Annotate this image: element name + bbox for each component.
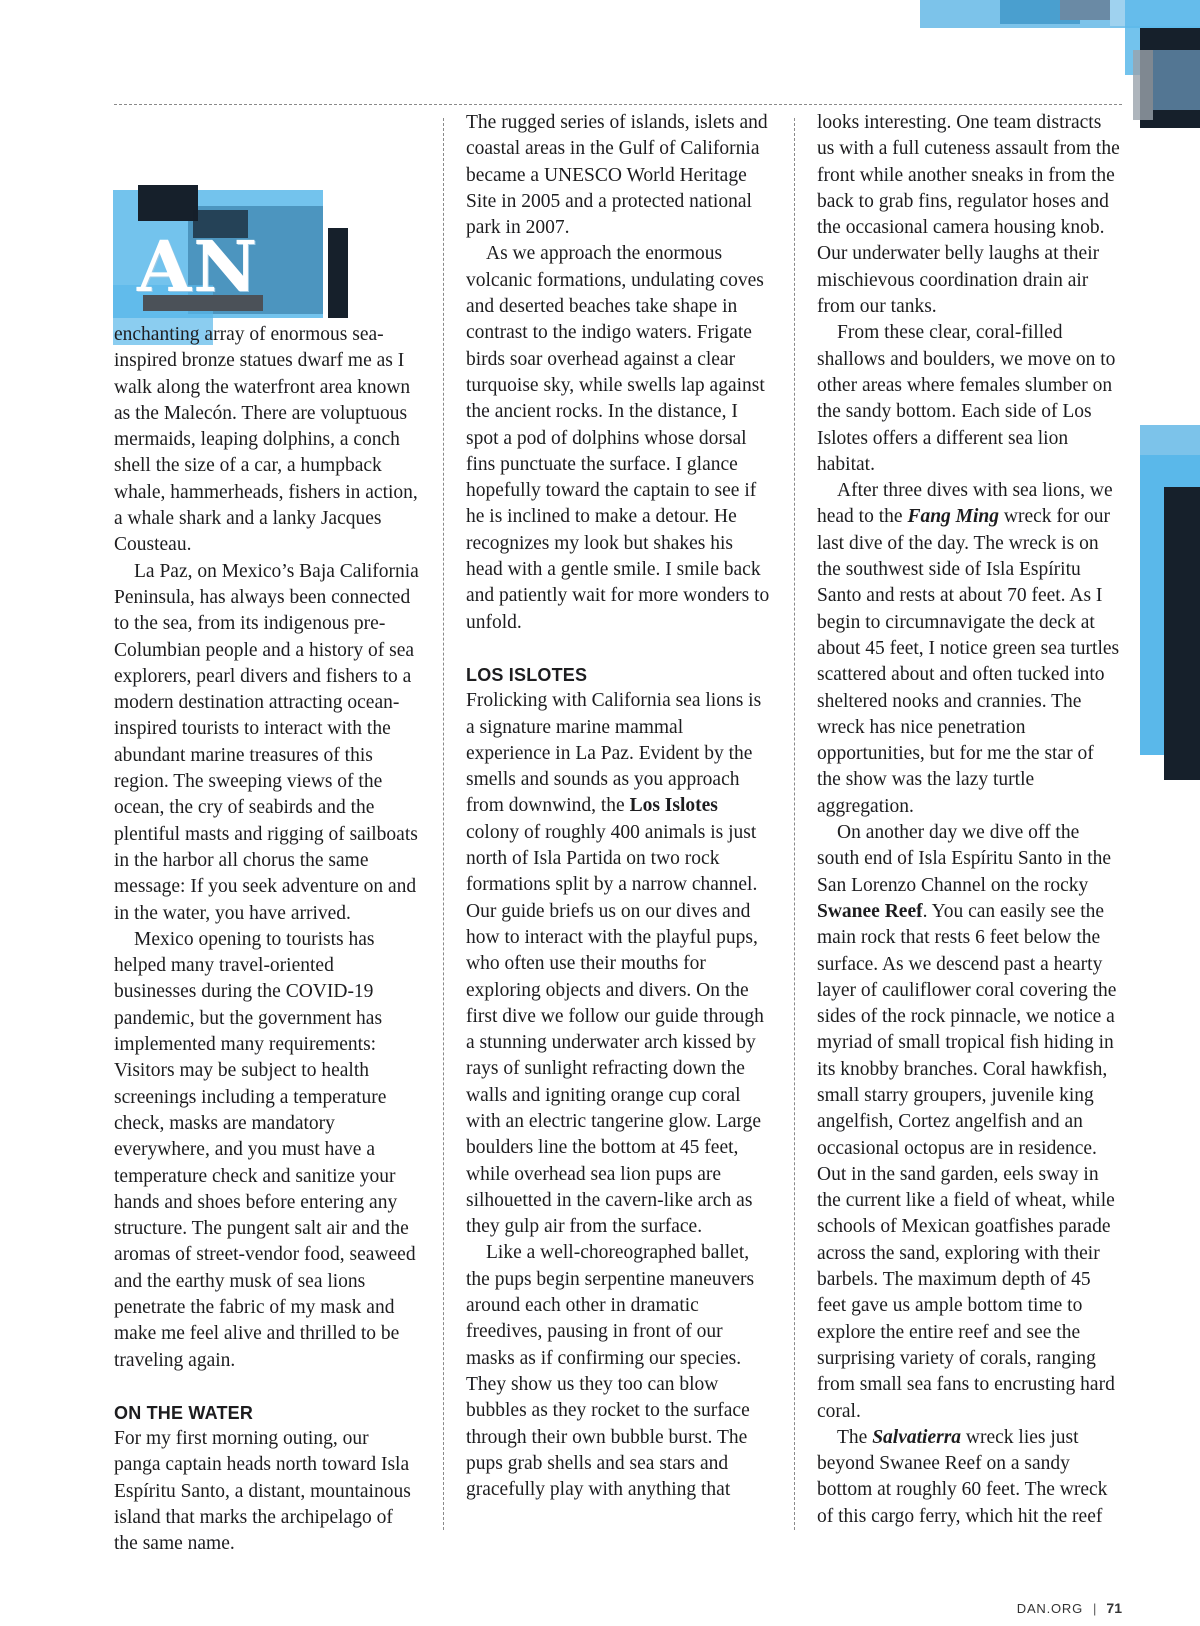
- paragraph: As we approach the enormous volcanic formations, undulating coves and deserted beaches take shape in contrast to the indigo waters. Frigate birds soar overhead against a clear turquoise sky, while swells lap against the ancient rocks. In the distance, I spot a pod of dolphins whose dorsal fins punctuate the surface. I glance hopefully toward the captain to see if he is inclined to make a detour. He recognizes my look but shakes his head with a gentle smile. I smile back and patiently wait for more wonders to unfold.: [466, 243, 770, 633]
- paragraph: Frolicking with California sea lions is a signature marine mammal experience in La Paz. Evident by the smells and sounds as you approach from downwind, the Los Islotes colony of roughly 400 animals is just north of Isla Partida on two rock formations split by a narrow channel. Our guide briefs us on our dives and how to interact with the playful pups, who often use their mouths for exploring objects and divers. On the first dive we follow our guide through a stunning underwater arch kissed by rays of sunlight refracting down the walls and igniting orange cup coral with an electric tangerine glow. Large boulders line the bottom at 45 feet, while overhead sea lion pups are silhouetted in the cavern-like arch as they gulp air from the surface.: [466, 690, 764, 1238]
- column-divider: [443, 118, 444, 1530]
- paragraph: The rugged series of islands, islets and coastal areas in the Gulf of California became a UNESCO World Heritage Site in 2005 and a protected national park in 2007.: [466, 112, 768, 239]
- wreck-name: Salvatierra: [872, 1426, 962, 1448]
- top-rule: [114, 104, 1122, 105]
- paragraph: La Paz, on Mexico’s Baja California Peninsula, has always been connected to the sea, from its indigenous pre-Columbian people and a history of sea explorers, pearl divers and fishers to a modern destination attracting ocean-inspired tourists to interact with the abundant marine treasures of this region. The sweeping views of the ocean, the cry of seabirds and the plentiful masts and rigging of sailboats in the harbor all chorus the same message: If you seek adventure on and in the water, you have arrived.: [114, 560, 419, 924]
- page-footer: [1017, 1600, 1122, 1616]
- paragraph: Like a well-choreographed ballet, the pups begin serpentine maneuvers around each other in dramatic freedives, pausing in front of our masks as if confirming our species. They show us they too can blow bubbles as they rocket to the surface through their own bubble burst. The pups grab shells and sea stars and gracefully play with anything that: [466, 1242, 755, 1501]
- paragraph: On another day we dive off the south end of Isla Espíritu Santo in the San Lorenzo Channel on the rocky Swanee Reef. You can easily see the main rock that rests 6 feet below the surface. As we descend past a hearty layer of cauliflower coral covering the sides of the rock pinnacle, we notice a myriad of small tropical fish hiding in its knobby branches. Coral hawkfish, small starry groupers, juvenile king angelfish, Cortez angelfish and an occasional octopus are in residence. Out in the sand garden, eels sway in the current like a field of wheat, while schools of Mexican goatfishes parade across the sand, exploring with their barbels. The maximum depth of 45 feet gave us ample bottom time to explore the entire reef and see the surprising variety of corals, ranging from small sea fans to encrusting hard coral.: [817, 822, 1117, 1422]
- reef-name: Swanee Reef: [817, 900, 923, 922]
- page-number: 71: [1106, 1600, 1122, 1616]
- paragraph: The Salvatierra wreck lies just beyond Swanee Reef on a sandy bottom at roughly 60 feet. The wreck of this cargo ferry, which hit the reef: [817, 1426, 1108, 1527]
- footer-site: DAN.ORG: [1016, 1601, 1084, 1616]
- paragraph: For my first morning outing, our panga captain heads north toward Isla Espíritu Santo, a distant, mountainous island that marks the archipelago of the same name.: [114, 1428, 411, 1555]
- footer-separator: |: [1093, 1601, 1097, 1616]
- bold-place-name: Los Islotes: [629, 795, 718, 817]
- column-divider: [794, 118, 795, 1530]
- section-heading-los-islotes: LOS ISLOTES: [466, 664, 588, 685]
- side-decoration: [1140, 425, 1200, 755]
- column-3: [817, 110, 1122, 1530]
- wreck-name: Fang Ming: [907, 506, 1000, 528]
- paragraph: looks interesting. One team distracts us with a full cuteness assault from the front while another sneaks in from the back to grab fins, regulator hoses and the occasional camera housing knob. Our underwater belly laughs at their mischievous coordination drain air from our tanks.: [817, 112, 1120, 318]
- column-1: [114, 322, 419, 1558]
- column-2: [466, 110, 771, 1503]
- paragraph: After three dives with sea lions, we head to the Fang Ming wreck for our last dive of the day. The wreck is on the southwest side of Isla Espíritu Santo and rests at about 70 feet. As I begin to circumnavigate the deck at about 45 feet, I notice green sea turtles scattered about and often tucked into sheltered nooks and crannies. The wreck has nice penetration opportunities, but for me the star of the show was the lazy turtle aggregation.: [817, 480, 1120, 817]
- paragraph: From these clear, coral-filled shallows and boulders, we move on to other areas where females slumber on the sandy bottom. Each side of Los Islotes offers a different sea lion habitat.: [817, 322, 1116, 475]
- section-heading-on-the-water: ON THE WATER: [114, 1402, 254, 1423]
- paragraph: Mexico opening to tourists has helped many travel-oriented businesses during the COVID-19 pandemic, but the government has implemented many requirements: Visitors may be subject to health screenings including a temperature check, masks are mandatory everywhere, and you must have a temperature check and sanitize your hands and shoes before entering any structure. The pungent salt air and the aromas of street-vendor food, seaweed and the earthy musk of sea lions penetrate the fabric of my mask and make me feel alive and thrilled to be traveling again.: [114, 928, 416, 1371]
- drop-cap-letters: AN: [137, 225, 260, 308]
- paragraph: enchanting array of enormous sea-inspired bronze statues dwarf me as I walk along the waterfront area known as the Malecón. There are voluptuous mermaids, leaping dolphins, a conch shell the size of a car, a humpback whale, hammerheads, fishers in action, a whale shark and a lanky Jacques Cousteau.: [114, 324, 418, 556]
